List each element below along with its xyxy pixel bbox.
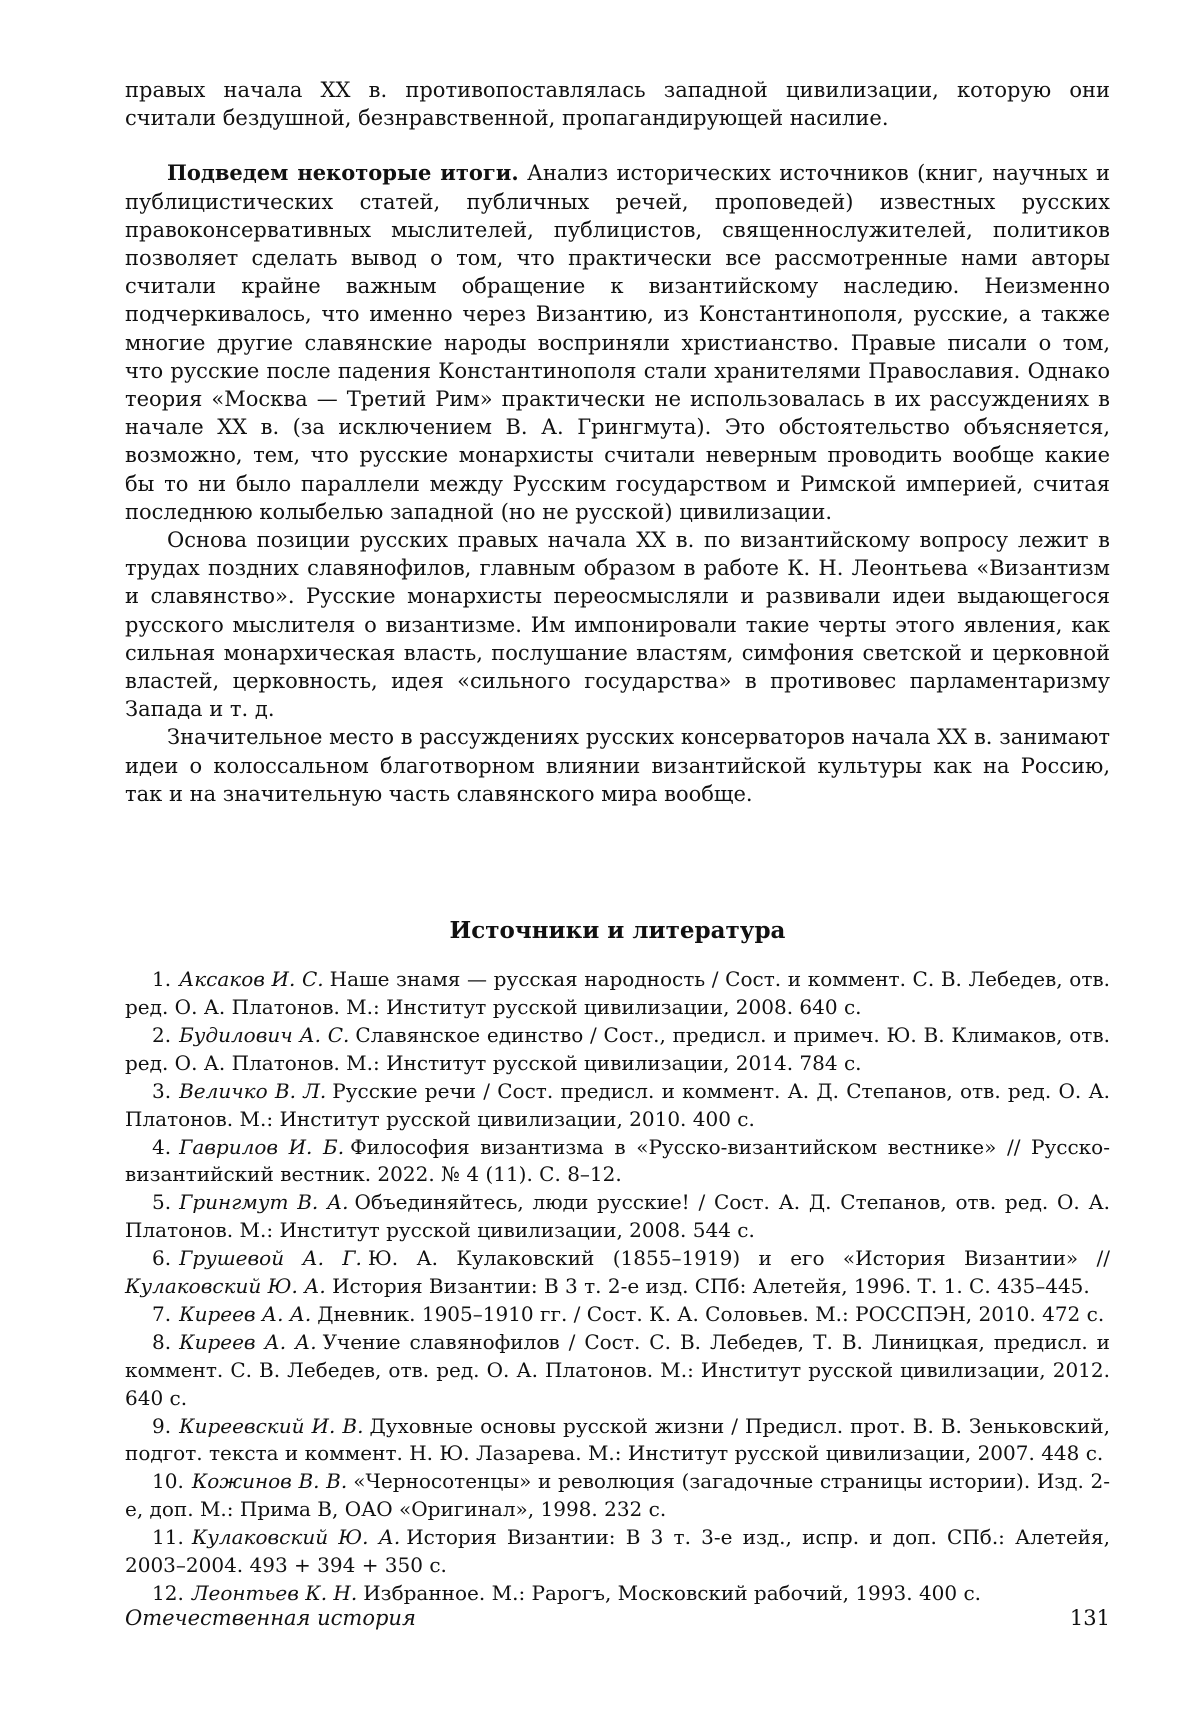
reference-number: 10.	[152, 1469, 184, 1494]
reference-author: Грушевой А. Г.	[179, 1246, 362, 1271]
reference-number: 9.	[152, 1413, 172, 1438]
reference-text: Славянское единство / Сост., предисл. и примеч. Ю. В. Климаков, отв. ред. О. А. Платонов. М.: Институт русской цивилизации, 2014. 784 с.	[125, 1022, 1110, 1075]
reference-text: Объединяйтесь, люди русские! / Сост. А. Д. Степанов, отв. ред. О. А. Платонов. М.: Институт русской цивилизации, 2008. 544 с.	[125, 1190, 1110, 1243]
summary-lead: Подведем некоторые итоги.	[167, 160, 519, 186]
paragraph-position: Основа позиции русских правых начала XX в. по византийскому вопросу лежит в трудах поздних славянофилов, главным образом в работе К. Н. Леонтьева «Византизм и славянство». Русские монархисты переосмысляли и развивали идеи выдающегося русского мыслителя о византизме. Им импонировали такие черты этого явления, как сильная монархическая власть, послушание властям, симфония светской и церковной властей, церковность, идея «сильного государства» в противовес парламентаризму Запада и т. д.	[125, 528, 1110, 722]
reference-number: 3.	[152, 1078, 172, 1103]
reference-author: Леонтьев К. Н.	[191, 1581, 358, 1606]
reference-text: Дневник. 1905–1910 гг. / Сост. К. А. Соловьев. М.: РОССПЭН, 2010. 472 с.	[317, 1301, 1105, 1326]
page-footer	[125, 1606, 1110, 1630]
reference-text: Избранное. М.: Рарогъ, Московский рабочий, 1993. 400 с.	[363, 1581, 982, 1606]
references-list	[125, 966, 1110, 1608]
reference-number: 5.	[152, 1190, 172, 1215]
summary-text: Анализ исторических источников (книг, научных и публицистических статей, публичных речей, проповедей) известных русских правоконсервативных мыслителей, публицистов, священнослужителей, политиков позволяет сделать вывод о том, что практически все рассмотренные нами авторы считали крайне важным обращение к византийскому наследию. Неизменно подчеркивалось, что именно через Византию, из Константинополя, русские, а также многие другие славянские народы восприняли христианство. Правые писали о том, что русские после падения Константинополя стали хранителями Православия. Однако теория «Москва — Третий Рим» практически не использовалась в их рассуждениях в начале XX в. (за исключением В. А. Грингмута). Это обстоятельство объясняется, возможно, тем, что русские монархисты считали неверным проводить вообще какие бы то ни было параллели между Русским государством и Римской империей, считая последнюю колыбелью западной (но не русской) цивилизации.	[125, 161, 1110, 524]
reference-author: Киреевский И. В.	[179, 1413, 364, 1438]
reference-text: Духовные основы русской жизни / Предисл. прот. В. В. Зеньковский, подгот. текста и коммент. Н. Ю. Лазарева. М.: Институт русской цивилизации, 2007. 448 с.	[125, 1413, 1110, 1466]
reference-author-secondary: Кулаковский Ю. А.	[125, 1274, 326, 1299]
paragraph-continuation: правых начала XX в. противопоставлялась западной цивилизации, которую они считали бездушной, безнравственной, пропагандирующей насилие.	[125, 78, 1110, 131]
page-body	[125, 76, 1110, 1608]
reference-author: Аксаков И. С.	[179, 967, 324, 992]
journal-title: Отечественная история	[125, 1606, 416, 1630]
reference-item	[125, 1301, 1110, 1329]
reference-item	[125, 1468, 1110, 1524]
paragraph-influence: Значительное место в рассуждениях русских консерваторов начала XX в. занимают идеи о колоссальном благотворном влиянии византийской культуры как на Россию, так и на значительную часть славянского мира вообще.	[125, 725, 1110, 806]
reference-item	[125, 1413, 1110, 1469]
reference-author: Киреев А. А.	[179, 1329, 317, 1354]
reference-number: 8.	[152, 1329, 172, 1354]
reference-text: Философия византизма в «Русско-византийском вестнике» // Русско-византийский вестник. 2022. № 4 (11). С. 8–12.	[125, 1134, 1110, 1187]
reference-number: 1.	[152, 967, 172, 992]
reference-author: Грингмут В. А.	[179, 1190, 349, 1215]
reference-text: История Византии: В 3 т. 3-е изд., испр. и доп. СПб.: Алетейя, 2003–2004. 493 + 394 + 350 с.	[125, 1525, 1110, 1578]
reference-item	[125, 1580, 1110, 1608]
reference-author: Киреев А. А.	[179, 1301, 312, 1326]
reference-number: 6.	[152, 1246, 172, 1271]
references-title: Источники и литература	[449, 917, 786, 945]
reference-item	[125, 1022, 1110, 1078]
reference-author: Кулаковский Ю. А.	[191, 1525, 401, 1550]
reference-author: Кожинов В. В.	[191, 1469, 348, 1494]
paragraph-summary	[125, 159, 1110, 526]
reference-text: Наше знамя — русская народность / Сост. и коммент. С. В. Лебедев, отв. ред. О. А. Платонов. М.: Институт русской цивилизации, 2008. 640 с.	[125, 967, 1111, 1019]
reference-item	[125, 1524, 1110, 1580]
reference-item	[125, 1078, 1110, 1134]
page-number: 131	[1069, 1606, 1110, 1630]
reference-author: Гаврилов И. Б.	[179, 1134, 345, 1159]
reference-item	[125, 1245, 1110, 1301]
reference-number: 11.	[152, 1525, 184, 1550]
reference-author: Величко В. Л.	[179, 1078, 327, 1103]
reference-text-secondary: История Византии: В 3 т. 2-е изд. СПб: Алетейя, 1996. Т. 1. С. 435–445.	[332, 1274, 1090, 1299]
reference-number: 7.	[152, 1301, 172, 1326]
reference-number: 2.	[152, 1022, 172, 1047]
reference-text: Русские речи / Сост. предисл. и коммент. А. Д. Степанов, отв. ред. О. А. Платонов. М.: Институт русской цивилизации, 2010. 400 с.	[125, 1078, 1110, 1131]
reference-item	[125, 1189, 1110, 1245]
reference-author: Будилович А. С.	[179, 1022, 350, 1047]
reference-number: 12.	[152, 1581, 184, 1606]
reference-item	[125, 1329, 1110, 1413]
reference-text: Ю. А. Кулаковский (1855–1919) и его «История Византии» //	[367, 1246, 1110, 1271]
reference-text: «Черносотенцы» и революция (загадочные страницы истории). Изд. 2-е, доп. М.: Прима В, ОАО «Оригинал», 1998. 232 с.	[125, 1469, 1110, 1522]
reference-item	[125, 1134, 1110, 1190]
reference-text: Учение славянофилов / Сост. С. В. Лебедев, Т. В. Линицкая, предисл. и коммент. С. В. Лебедев, отв. ред. О. А. Платонов. М.: Институт русской цивилизации, 2012. 640 с.	[125, 1329, 1110, 1410]
reference-item	[125, 966, 1110, 1022]
reference-number: 4.	[152, 1134, 172, 1159]
